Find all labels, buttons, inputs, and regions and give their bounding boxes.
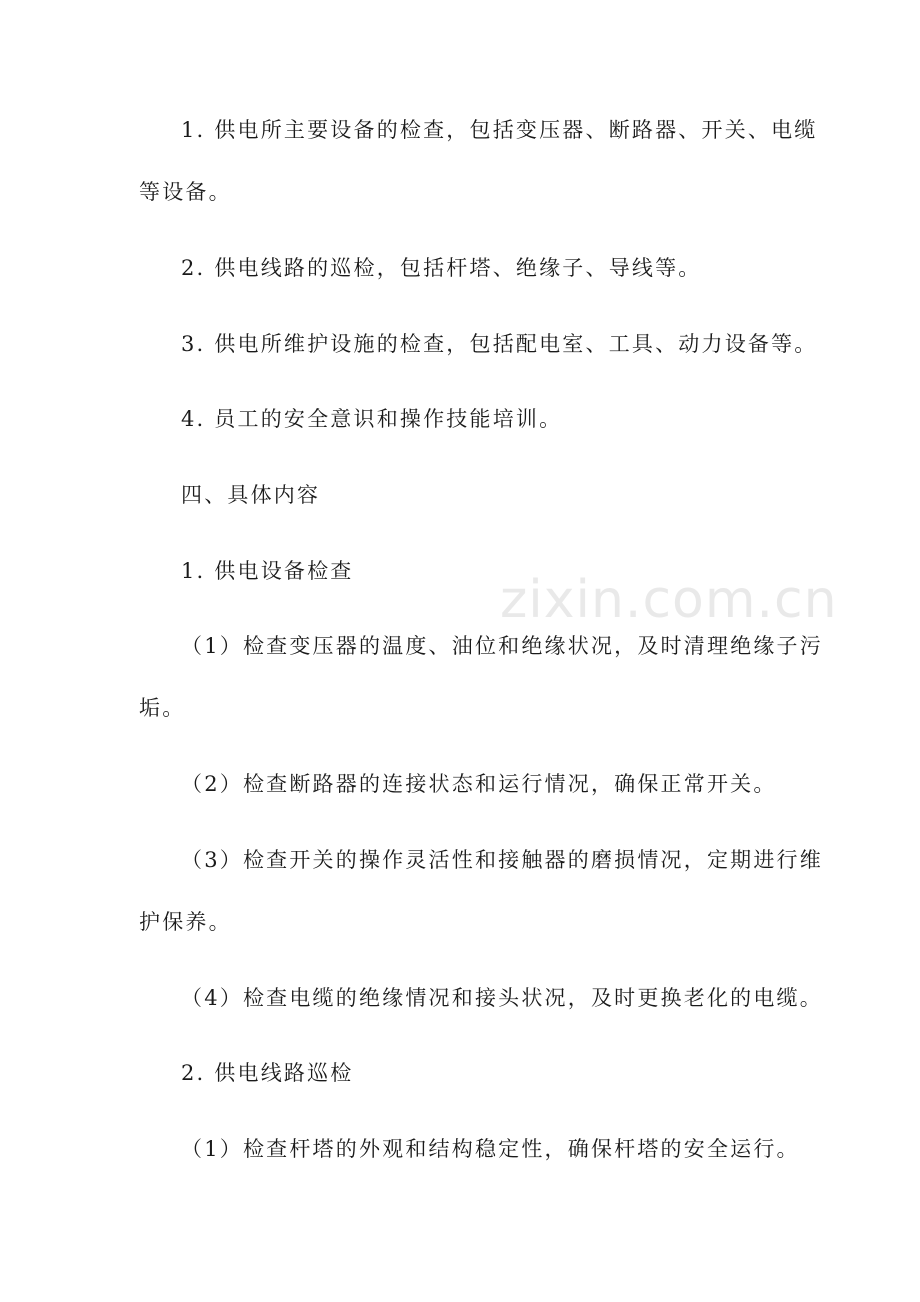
item-3-line-2: 护保养。 xyxy=(139,910,232,934)
section-heading: 四、具体内容 xyxy=(181,483,321,507)
paragraph-1-line-2: 等设备。 xyxy=(139,180,232,204)
item-5: （1）检查杆塔的外观和结构稳定性，确保杆塔的安全运行。 xyxy=(181,1137,800,1161)
paragraph-2: 2. 供电线路的巡检，包括杆塔、绝缘子、导线等。 xyxy=(181,256,702,280)
subsection-heading-1: 1. 供电设备检查 xyxy=(181,559,354,583)
item-1-line-1: （1）检查变压器的温度、油位和绝缘状况，及时清理绝缘子污 xyxy=(181,634,823,658)
item-3-line-1: （3）检查开关的操作灵活性和接触器的磨损情况，定期进行维 xyxy=(181,848,823,872)
paragraph-4: 4. 员工的安全意识和操作技能培训。 xyxy=(181,407,563,431)
subsection-heading-2: 2. 供电线路巡检 xyxy=(181,1061,354,1085)
item-4: （4）检查电缆的绝缘情况和接头状况，及时更换老化的电缆。 xyxy=(181,986,823,1010)
paragraph-1-line-1: 1. 供电所主要设备的检查，包括变压器、断路器、开关、电缆 xyxy=(181,118,818,142)
watermark: zixin.com.cn xyxy=(500,570,838,630)
item-1-line-2: 垢。 xyxy=(139,696,186,720)
paragraph-3: 3. 供电所维护设施的检查，包括配电室、工具、动力设备等。 xyxy=(181,332,818,356)
item-2: （2）检查断路器的连接状态和运行情况，确保正常开关。 xyxy=(181,772,777,796)
